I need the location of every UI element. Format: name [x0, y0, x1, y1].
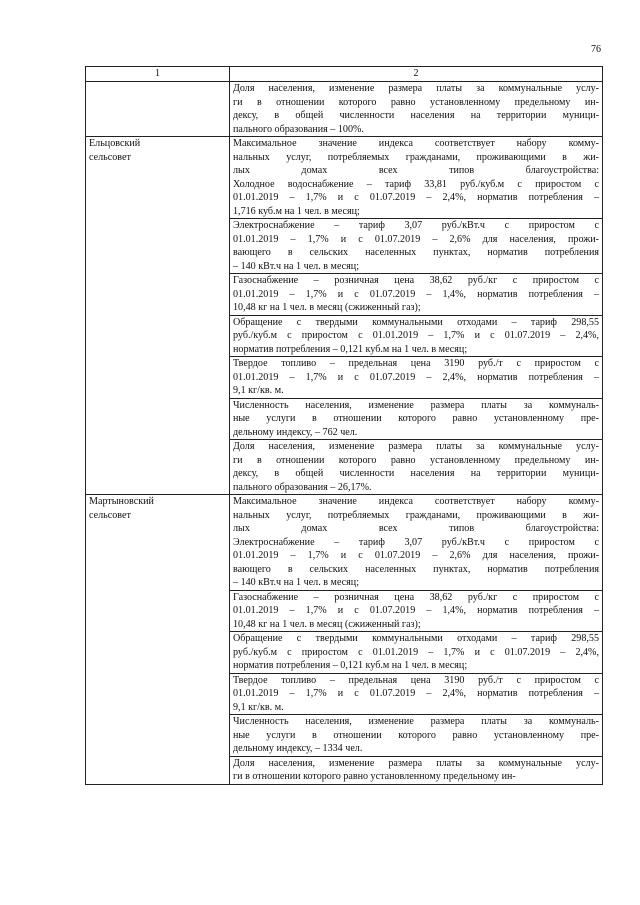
text-line: вающего в сельских населенных пунктах, норматив потребления: [233, 563, 599, 575]
page-number: 76: [591, 44, 601, 55]
text-line: Холодное водоснабжение – тариф 33,81 руб./куб.м с приростом с: [233, 178, 599, 190]
paragraph: [230, 137, 602, 218]
text-line: ные услуги в отношении которого равно установленному пре-: [233, 729, 599, 741]
paragraph: [230, 439, 602, 494]
paragraph: [230, 673, 602, 715]
text-line: Доля населения, изменение размера платы за коммунальные услу-: [233, 757, 599, 769]
text-line: Газоснабжение – розничная цена 38,62 руб./кг с приростом с: [233, 275, 599, 286]
text-line: 01.01.2019 – 1,7% и с 01.07.2019 – 2,4%, норматив потребления –: [233, 192, 599, 203]
text-line: 01.01.2019 – 1,7% и с 01.07.2019 – 1,4%, норматив потребления –: [233, 288, 599, 300]
paragraph: [230, 398, 602, 440]
municipality-name-line: Ельцовский: [89, 138, 141, 149]
text-line: 9,1 кг/кв. м.: [233, 385, 284, 396]
text-line: ги в отношении которого равно установленному предельному ин-: [233, 96, 599, 108]
header-col-2: 2: [230, 67, 603, 82]
paragraph: [230, 218, 602, 273]
text-line: лых домах всех типов благоустройства:: [233, 523, 599, 534]
paragraph: [230, 82, 602, 136]
description-cell: [230, 495, 603, 785]
text-line: дексу, в общей численности населения на территории муници-: [233, 468, 599, 479]
text-line: 10,48 кг на 1 чел. в месяц (сжиженный газ);: [233, 302, 421, 313]
table-row: [86, 137, 603, 495]
text-line: 01.01.2019 – 1,7% и с 01.07.2019 – 2,4%, норматив потребления –: [233, 688, 599, 699]
text-line: дельному индексу, – 762 чел.: [233, 426, 358, 438]
description-cell: [230, 82, 603, 137]
text-line: нальных услуг, потребляемых гражданами, проживающими в жи-: [233, 509, 599, 521]
text-line: пального образования – 100%.: [233, 123, 364, 135]
municipality-name: [86, 495, 230, 785]
text-line: 10,48 кг на 1 чел. в месяц (сжиженный газ);: [233, 618, 421, 630]
text-line: Обращение с твердыми коммунальными отходами – тариф 298,55: [233, 316, 599, 328]
municipality-name-line: сельсовет: [89, 151, 131, 163]
table-row: [86, 495, 603, 785]
text-line: – 140 кВт.ч на 1 чел. в месяц;: [233, 260, 359, 272]
text-line: Максимальное значение индекса соответствует набору комму-: [233, 496, 599, 507]
text-line: 01.01.2019 – 1,7% и с 01.07.2019 – 2,6% для населения, прожи-: [233, 233, 599, 245]
text-line: Численность населения, изменение размера платы за коммуналь-: [233, 716, 599, 727]
paragraph: [230, 273, 602, 315]
text-line: – 140 кВт.ч на 1 чел. в месяц;: [233, 577, 359, 588]
text-line: Газоснабжение – розничная цена 38,62 руб./кг с приростом с: [233, 591, 599, 603]
municipality-name-line: сельсовет: [89, 509, 131, 521]
tariff-table: [85, 66, 603, 785]
text-line: Твердое топливо – предельная цена 3190 руб./т с приростом с: [233, 358, 599, 369]
paragraph: [230, 315, 602, 357]
text-line: норматив потребления – 0,121 куб.м на 1 чел. в месяц;: [233, 660, 468, 671]
municipality-name: [86, 137, 230, 495]
text-line: 01.01.2019 – 1,7% и с 01.07.2019 – 2,6% для населения, прожи-: [233, 550, 599, 561]
text-line: 01.01.2019 – 1,7% и с 01.07.2019 – 1,4%, норматив потребления –: [233, 605, 599, 616]
paragraph: [230, 495, 602, 590]
text-line: 01.01.2019 – 1,7% и с 01.07.2019 – 2,4%, норматив потребления –: [233, 371, 599, 383]
text-line: норматив потребления – 0,121 куб.м на 1 чел. в месяц;: [233, 343, 468, 355]
text-line: вающего в сельских населенных пунктах, норматив потребления: [233, 247, 599, 258]
paragraph: [230, 590, 602, 632]
text-line: дексу, в общей численности населения на территории муници-: [233, 110, 599, 121]
description-cell: [230, 137, 603, 495]
text-line: руб./куб.м с приростом с 01.01.2019 – 1,7% и с 01.07.2019 – 2,4%,: [233, 330, 599, 341]
paragraph: [230, 356, 602, 398]
text-line: Электроснабжение – тариф 3,07 руб./кВт.ч с приростом с: [233, 536, 599, 548]
municipality-name: [86, 82, 230, 137]
text-line: Доля населения, изменение размера платы за коммунальные услу-: [233, 441, 599, 452]
text-line: нальных услуг, потребляемых гражданами, проживающими в жи-: [233, 151, 599, 163]
text-line: Максимальное значение индекса соответствует набору комму-: [233, 138, 599, 149]
paragraph: [230, 631, 602, 673]
text-line: пального образования – 26,17%.: [233, 481, 372, 493]
paragraph: [230, 714, 602, 756]
municipality-name-line: Мартыновский: [89, 496, 154, 507]
header-row: [86, 67, 603, 82]
header-col-1: 1: [86, 67, 230, 82]
paragraph: [230, 756, 602, 784]
text-line: ги в отношении которого равно установленному предельному ин-: [233, 454, 599, 466]
text-line: руб./куб.м с приростом с 01.01.2019 – 1,7% и с 01.07.2019 – 2,4%,: [233, 646, 599, 658]
text-line: Твердое топливо – предельная цена 3190 руб./т с приростом с: [233, 674, 599, 686]
text-line: Доля населения, изменение размера платы за коммунальные услу-: [233, 83, 599, 94]
text-line: дельному индексу, – 1334 чел.: [233, 743, 363, 754]
text-line: Электроснабжение – тариф 3,07 руб./кВт.ч с приростом с: [233, 220, 599, 231]
text-line: ги в отношении которого равно установленному предельному ин-: [233, 771, 516, 782]
table-row: [86, 82, 603, 137]
text-line: Численность населения, изменение размера платы за коммуналь-: [233, 399, 599, 411]
text-line: 9,1 кг/кв. м.: [233, 701, 284, 713]
text-line: лых домах всех типов благоустройства:: [233, 165, 599, 176]
text-line: 1,716 куб.м на 1 чел. в месяц;: [233, 205, 360, 217]
text-line: ные услуги в отношении которого равно установленному пре-: [233, 413, 599, 424]
text-line: Обращение с твердыми коммунальными отходами – тариф 298,55: [233, 633, 599, 644]
